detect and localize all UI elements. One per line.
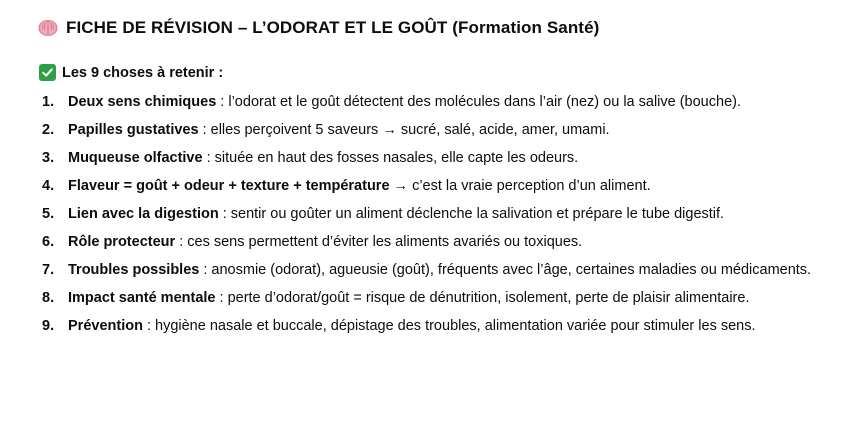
page-header xyxy=(38,18,599,38)
item-term: Rôle protecteur xyxy=(68,234,176,250)
item-term: Deux sens chimiques xyxy=(68,94,217,110)
section-heading xyxy=(39,64,223,81)
brain-icon xyxy=(38,18,58,38)
list-item xyxy=(0,284,846,312)
key-points-list xyxy=(0,88,846,340)
page-title-suffix: (Formation Santé) xyxy=(452,18,600,37)
list-item xyxy=(0,256,846,284)
list-item xyxy=(0,228,846,256)
item-term: Lien avec la digestion xyxy=(68,206,219,222)
item-term: Flaveur = goût + odeur + texture + température xyxy=(68,178,390,194)
list-item xyxy=(0,312,846,340)
item-number: 9. xyxy=(42,318,55,334)
item-text: : perte d’odorat/goût = risque de dénutrition, isolement, perte de plaisir alimentaire. xyxy=(215,290,750,306)
item-text: → c’est la vraie perception d’un aliment. xyxy=(389,178,651,194)
item-text: : hygiène nasale et buccale, dépistage des troubles, alimentation variée pour stimuler les sens. xyxy=(142,318,756,334)
list-item xyxy=(0,172,846,200)
item-number: 4. xyxy=(42,178,55,194)
list-item xyxy=(0,200,846,228)
item-term: Prévention xyxy=(68,318,143,334)
item-text: : sentir ou goûter un aliment déclenche la salivation et prépare le tube digestif. xyxy=(218,206,725,222)
section-label: Les 9 choses à retenir : xyxy=(62,64,224,81)
list-item xyxy=(0,144,846,172)
item-term: Impact santé mentale xyxy=(68,290,216,306)
item-term: Troubles possibles xyxy=(68,262,200,278)
item-number: 6. xyxy=(42,234,55,250)
page-title: FICHE DE RÉVISION – L’ODORAT ET LE GOÛT (Formation Santé) xyxy=(66,18,600,37)
item-text: : ces sens permettent d’éviter les aliments avariés ou toxiques. xyxy=(175,234,583,250)
list-item xyxy=(0,88,846,116)
list-item xyxy=(0,116,846,144)
item-number: 1. xyxy=(42,94,55,110)
check-mark-icon xyxy=(39,64,56,81)
item-number: 8. xyxy=(42,290,55,306)
item-number: 7. xyxy=(42,262,55,278)
item-text: : anosmie (odorat), agueusie (goût), fréquents avec l’âge, certaines maladies ou médicaments. xyxy=(199,262,812,278)
item-number: 5. xyxy=(42,206,55,222)
item-text: : située en haut des fosses nasales, elle capte les odeurs. xyxy=(202,150,579,166)
item-number: 2. xyxy=(42,122,55,138)
item-term: Papilles gustatives xyxy=(68,122,199,138)
item-text: : elles perçoivent 5 saveurs → sucré, salé, acide, amer, umami. xyxy=(198,122,610,138)
item-term: Muqueuse olfactive xyxy=(68,150,203,166)
item-text: : l’odorat et le goût détectent des molécules dans l’air (nez) ou la salive (bouche). xyxy=(216,94,741,110)
item-number: 3. xyxy=(42,150,55,166)
